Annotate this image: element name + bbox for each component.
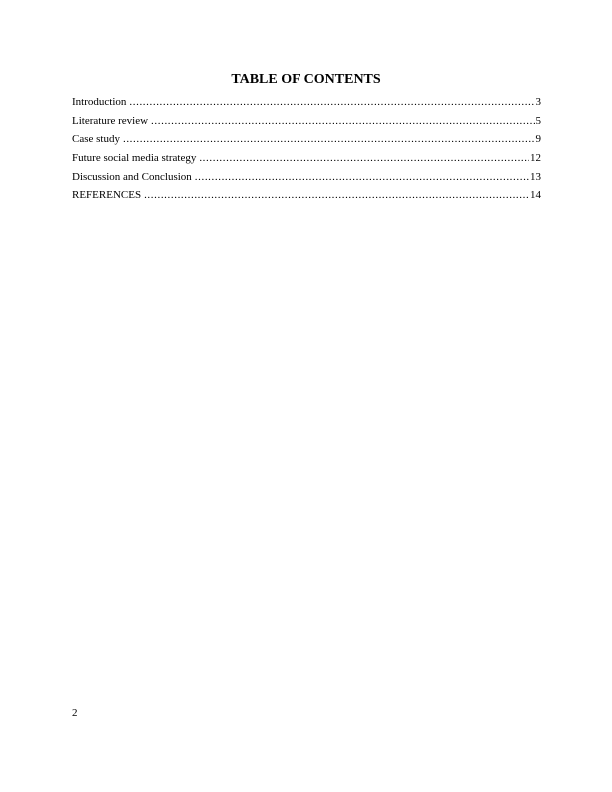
table-of-contents (72, 96, 541, 208)
toc-entry-discussion-and-conclusion[interactable] (72, 171, 541, 190)
toc-entry-literature-review[interactable] (72, 115, 541, 134)
toc-entry-references[interactable] (72, 189, 541, 208)
toc-dot-leader (195, 171, 529, 184)
toc-dot-leader (151, 115, 534, 128)
toc-entry-case-study[interactable] (72, 133, 541, 152)
toc-entry-introduction[interactable] (72, 96, 541, 115)
toc-entry-future-social-media-strategy[interactable] (72, 152, 541, 171)
toc-entry-page: 3 (535, 96, 541, 108)
toc-dot-leader (199, 152, 529, 165)
toc-entry-label: Literature review (72, 114, 149, 127)
toc-entry-label: Future social media strategy (72, 152, 197, 165)
toc-entry-label: Discussion and Conclusion (72, 170, 192, 183)
toc-entry-label: REFERENCES (72, 189, 142, 202)
toc-title: TABLE OF CONTENTS (231, 72, 381, 87)
toc-entry-page: 5 (535, 114, 541, 127)
toc-dot-leader (129, 96, 534, 109)
toc-entry-label: Introduction (72, 96, 127, 108)
toc-entry-label: Case study (72, 133, 120, 146)
toc-entry-page: 14 (530, 189, 541, 202)
toc-entry-page: 9 (535, 133, 541, 146)
toc-entry-page: 13 (530, 170, 541, 183)
toc-dot-leader (123, 133, 535, 146)
page-number: 2 (72, 707, 78, 719)
toc-entry-page: 12 (530, 152, 541, 165)
toc-dot-leader (144, 189, 529, 202)
